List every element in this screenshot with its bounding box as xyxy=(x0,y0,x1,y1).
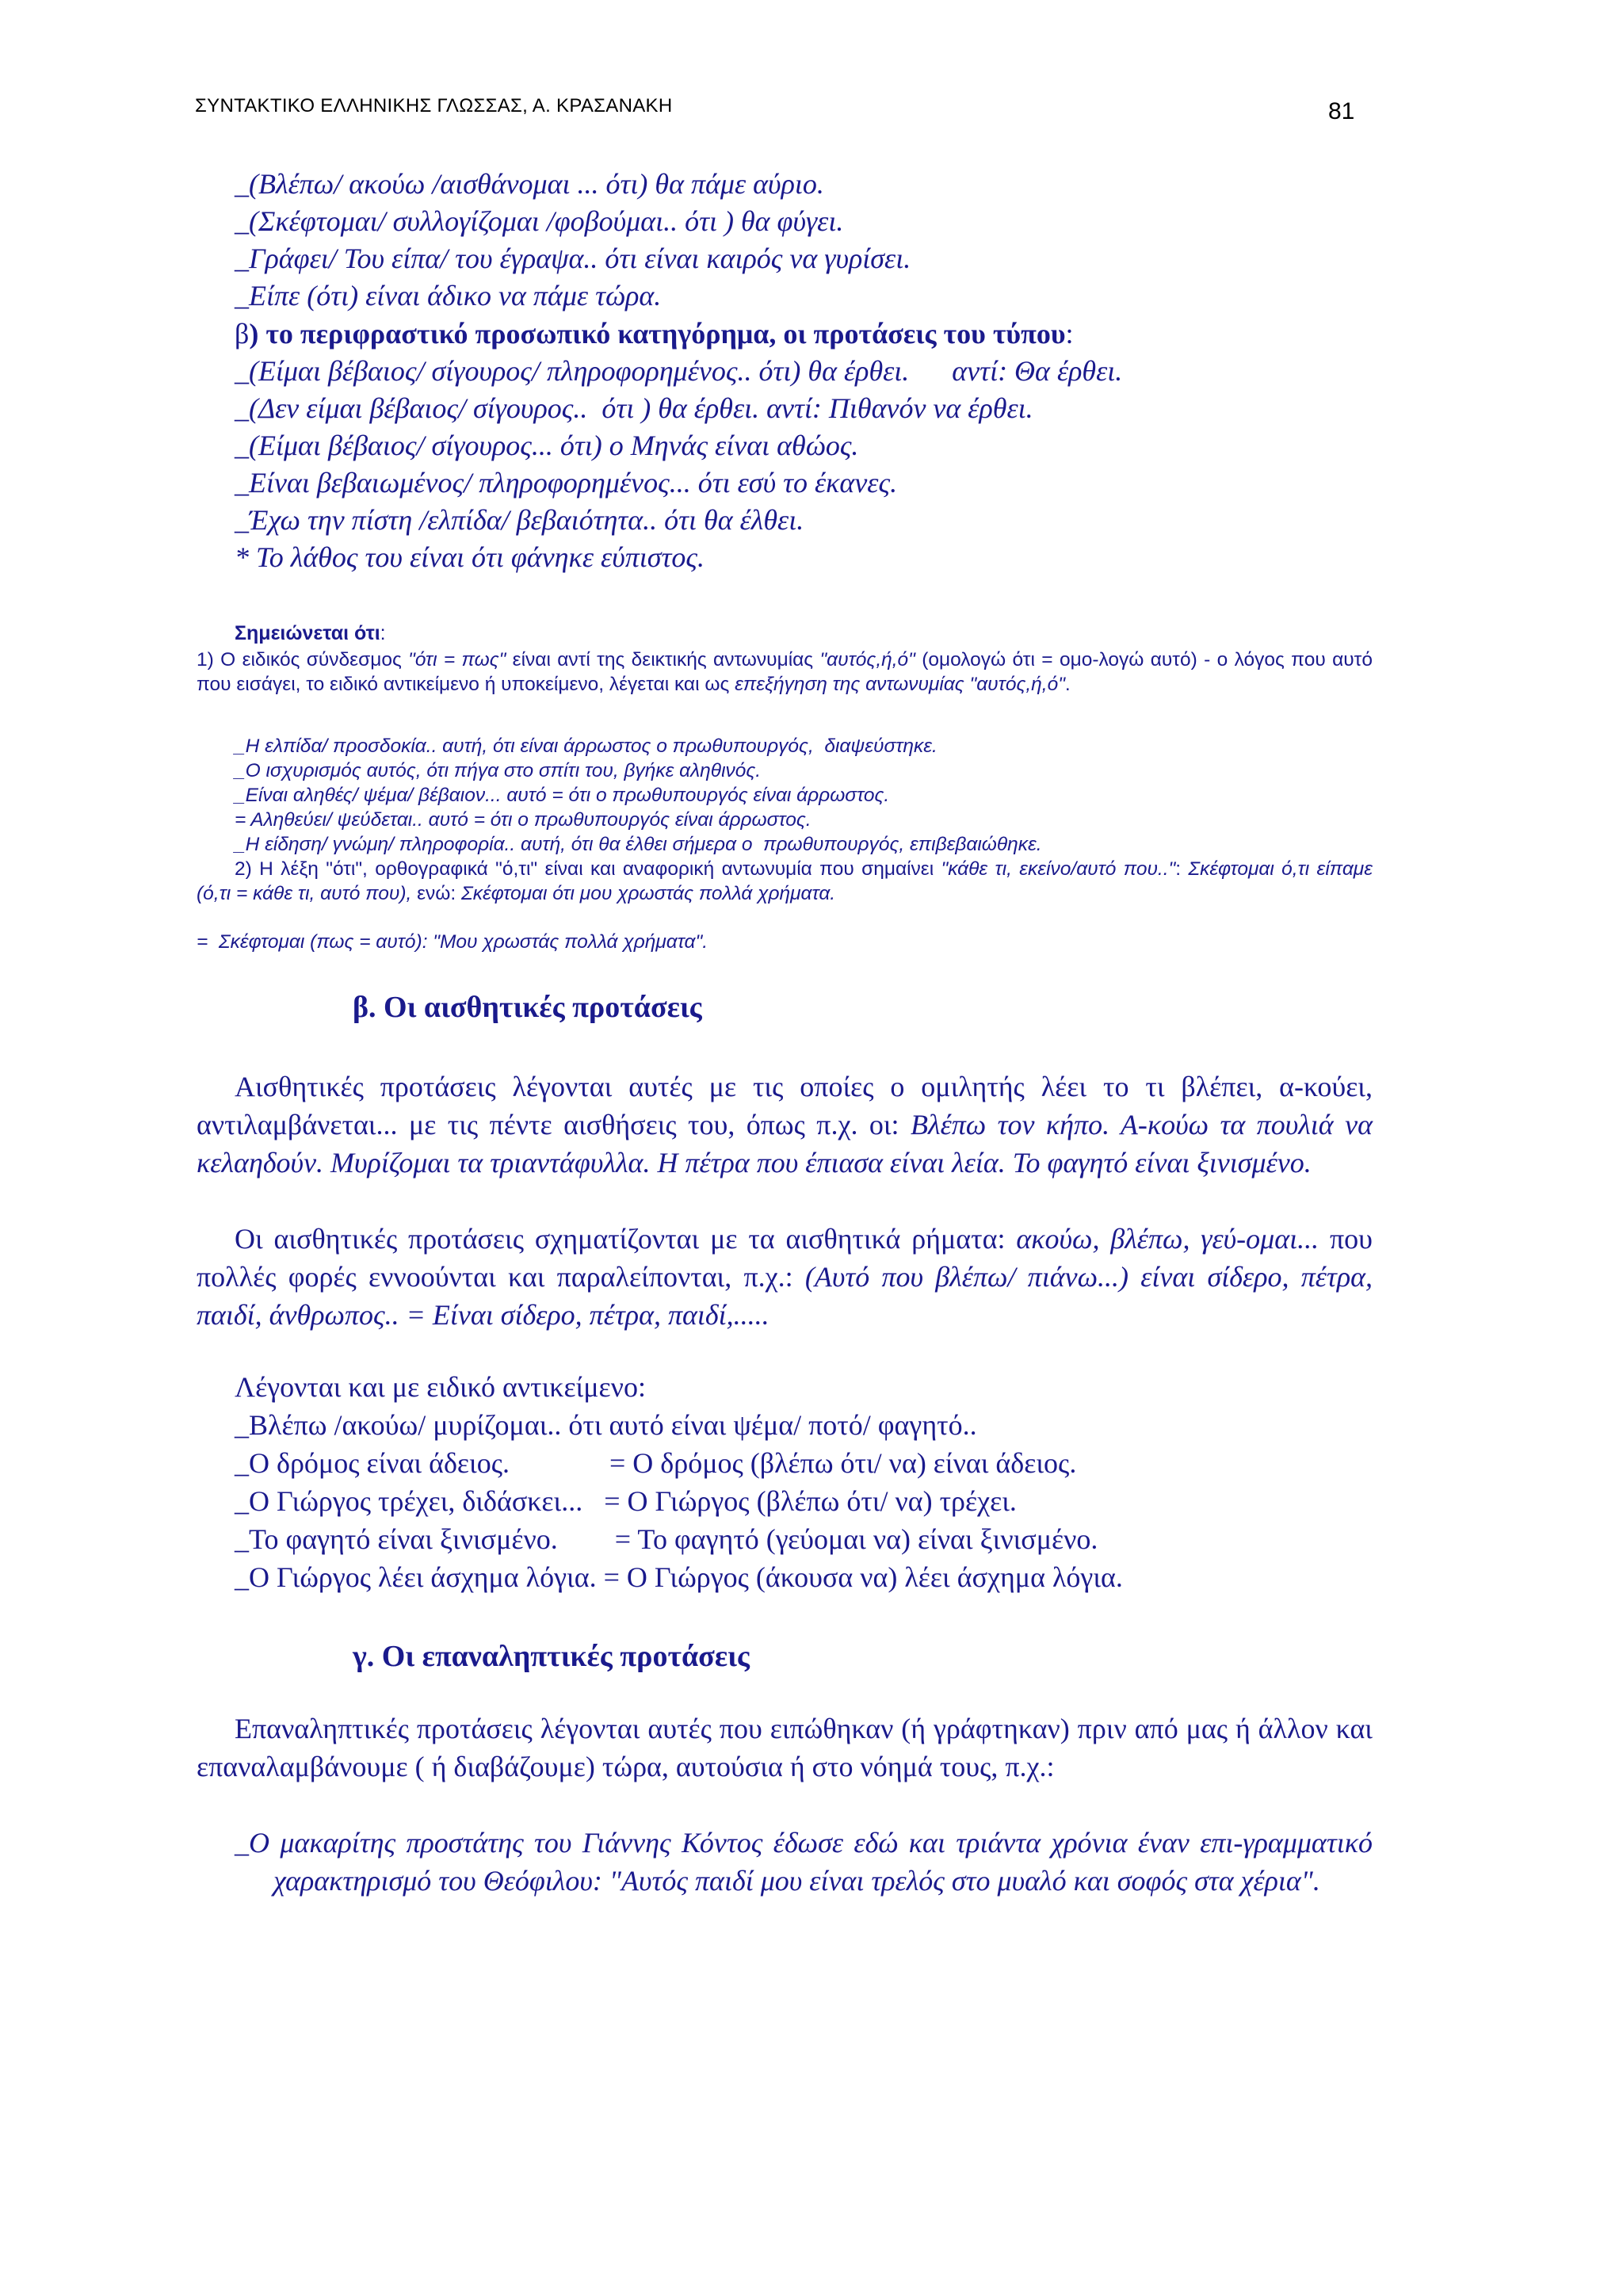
object-line: _Το φαγητό είναι ξινισμένο. = Το φαγητό (γεύομαι να) είναι ξινισμένο. xyxy=(235,1523,1098,1555)
note-italic: "κάθε τι, εκείνο/αυτό που.." xyxy=(941,858,1176,880)
section-b-colon: : xyxy=(1065,318,1074,350)
paragraph-text: Οι αισθητικές προτάσεις σχηματίζονται με τα αισθητικά ρήματα: xyxy=(235,1223,1017,1255)
note-italic: "αυτός,ή,ό" xyxy=(819,649,915,670)
note-text: (ομολογώ ότι = ομο-λογώ αυτό) - ο λόγος που αυτό που εισάγει, το ειδικό αντικείμενο ή υποκείμενο, λέγεται και ως xyxy=(197,649,1373,695)
note-text: είναι αντί της δεικτικής αντωνυμίας xyxy=(506,649,820,670)
note-text: : xyxy=(1175,858,1189,880)
example-line: _(Είμαι βέβαιος/ σίγουρος/ πληροφορημένος.. ότι) θα έρθει. αντί: Θα έρθει. xyxy=(235,355,1123,387)
example-line: _(Βλέπω/ ακούω /αισθάνομαι ... ότι) θα πάμε αύριο. xyxy=(235,168,824,200)
paragraph-italic: (Αυτό που βλέπω/ πιάνω...) είναι σίδερο, πέτρα, παιδί, άνθρωπος.. = Είναι σίδερο, πέτρα, παιδί,..... xyxy=(197,1261,1373,1331)
example-line: _Είπε (ότι) είναι άδικο να πάμε τώρα. xyxy=(235,280,662,311)
example-line: _Είναι βεβαιωμένος/ πληροφορημένος... ότι εσύ το έκανες. xyxy=(235,467,898,499)
note-text: . xyxy=(1064,673,1071,695)
note-colon: : xyxy=(380,622,386,644)
paragraph-italic: Βλέπω τον κήπο. Α-κούω τα πουλιά να κελαηδούν. Μυρίζομαι τα τριαντάφυλλα. Η πέτρα που έπιασα είναι λεία. Το φαγητό είναι ξινισμένο. xyxy=(197,1109,1373,1179)
paragraph-text: που πολλές φορές εννοούνται και παραλείπονται, π.χ.: xyxy=(197,1223,1373,1293)
note-paragraph-2 xyxy=(197,858,1373,906)
note-text: ενώ: xyxy=(411,882,462,904)
note-italic: επεξήγηση της αντωνυμίας "αυτός,ή,ό" xyxy=(735,673,1065,695)
page-number: 81 xyxy=(1328,98,1355,124)
aisth-paragraph-1 xyxy=(197,1068,1373,1182)
note-example-line: _Είναι αληθές/ ψέμα/ βέβαιον... αυτό = ότι ο πρωθυπουργός είναι άρρωστος. xyxy=(235,785,890,806)
note-text: 2) Η λέξη "ότι", ορθογραφικά "ό,τι" είναι και αναφορική αντωνυμία που σημαίνει xyxy=(235,858,941,880)
object-line: _Ο Γιώργος τρέχει, διδάσκει... = Ο Γιώργος (βλέπω ότι/ να) τρέχει. xyxy=(235,1485,1017,1517)
section-title-epanaliptikes: γ. Οι επαναληπτικές προτάσεις xyxy=(353,1640,750,1673)
note-italic: Σκέφτομαι ότι μου χρωστάς πολλά χρήματα. xyxy=(461,882,836,904)
paragraph-text: Επαναληπτικές προτάσεις λέγονται αυτές που ειπώθηκαν (ή γράφτηκαν) πριν από μας ή άλλον και επαναλαμβάνουμε ( ή διαβάζουμε) τώρα, αυτούσια ή στο νόημά τους, π.χ.: xyxy=(197,1713,1373,1782)
example-line: * Το λάθος του είναι ότι φάνηκε εύπιστος. xyxy=(235,541,705,573)
note-example-line: _Η ελπίδα/ προσδοκία.. αυτή, ότι είναι άρρωστος ο πρωθυπουργός, διαψεύστηκε. xyxy=(235,735,938,757)
example-line: _(Σκέφτομαι/ συλλογίζομαι /φοβούμαι.. ότι ) θα φύγει. xyxy=(235,205,844,237)
object-line: _Βλέπω /ακούω/ μυρίζομαι.. ότι αυτό είναι ψέμα/ ποτό/ φαγητό.. xyxy=(235,1409,977,1441)
section-title-aisthitikes: β. Οι αισθητικές προτάσεις xyxy=(353,991,702,1024)
note-text: 1) Ο ειδικός σύνδεσμος xyxy=(197,649,409,670)
epan-quote: _Ο μακαρίτης προστάτης του Γιάννης Κόντος έδωσε εδώ και τριάντα χρόνια έναν επι-γραμματικό χαρακτηρισμό του Θεόφιλου: "Αυτός παιδί μου είναι τρελός στο μυαλό και σοφός στα χέρια". xyxy=(235,1827,1373,1897)
note-last-line: = Σκέφτομαι (πως = αυτό): "Μου χρωστάς πολλά χρήματα". xyxy=(197,931,708,953)
note-label-text: Σημειώνεται ότι xyxy=(235,622,380,644)
paragraph-text: Αισθητικές προτάσεις λέγονται αυτές με τις οποίες ο ομιλητής λέει το τι βλέπει, α-κούει, αντιλαμβάνεται... με τις πέντε αισθήσεις του, όπως π.χ. οι: xyxy=(197,1071,1373,1140)
note-label xyxy=(235,622,386,645)
aisth-paragraph-2 xyxy=(197,1220,1373,1334)
running-header: ΣΥΝΤΑΚΤΙΚΟ ΕΛΛΗΝΙΚΗΣ ΓΛΩΣΣΑΣ, Α. ΚΡΑΣΑΝΑΚΗ xyxy=(195,95,673,117)
example-line: _Έχω την πίστη /ελπίδα/ βεβαιότητα.. ότι θα έλθει. xyxy=(235,504,804,536)
note-example-line: _Η είδηση/ γνώμη/ πληροφορία.. αυτή, ότι θα έλθει σήμερα ο πρωθυπουργός, επιβεβαιώθηκε. xyxy=(235,834,1042,855)
note-italic: Σκέφτομαι ό,τι είπαμε (ό,τι = κάθε τι, αυτό που), xyxy=(197,858,1373,904)
example-line: _(Είμαι βέβαιος/ σίγουρος... ότι) ο Μηνάς είναι αθώος. xyxy=(235,430,859,461)
section-b-marker: β xyxy=(235,318,250,350)
note-example-line: = Αληθεύει/ ψεύδεται.. αυτό = ότι ο πρωθυπουργός είναι άρρωστος. xyxy=(235,809,812,831)
note-italic: "ότι = πως" xyxy=(408,649,506,670)
object-line: _Ο δρόμος είναι άδειος. = Ο δρόμος (βλέπω ότι/ να) είναι άδειος. xyxy=(235,1447,1077,1479)
section-b-heading xyxy=(235,317,1074,350)
section-b-heading-text: ) το περιφραστικό προσωπικό κατηγόρημα, οι προτάσεις του τύπου xyxy=(249,318,1066,350)
object-line: _Ο Γιώργος λέει άσχημα λόγια. = Ο Γιώργος (άκουσα να) λέει άσχημα λόγια. xyxy=(235,1561,1123,1593)
epan-paragraph-1 xyxy=(197,1710,1373,1786)
note-example-line: _Ο ισχυρισμός αυτός, ότι πήγα στο σπίτι του, βγήκε αληθινός. xyxy=(235,760,762,781)
object-intro: Λέγονται και με ειδικό αντικείμενο: xyxy=(235,1371,646,1403)
example-line: _(Δεν είμαι βέβαιος/ σίγουρος.. ότι ) θα έρθει. αντί: Πιθανόν να έρθει. xyxy=(235,392,1033,424)
note-paragraph-1 xyxy=(197,648,1373,697)
paragraph-italic: ακούω, βλέπω, γεύ-ομαι... xyxy=(1016,1223,1319,1255)
example-line: _Γράφει/ Του είπα/ του έγραψα.. ότι είναι καιρός να γυρίσει. xyxy=(235,243,911,274)
